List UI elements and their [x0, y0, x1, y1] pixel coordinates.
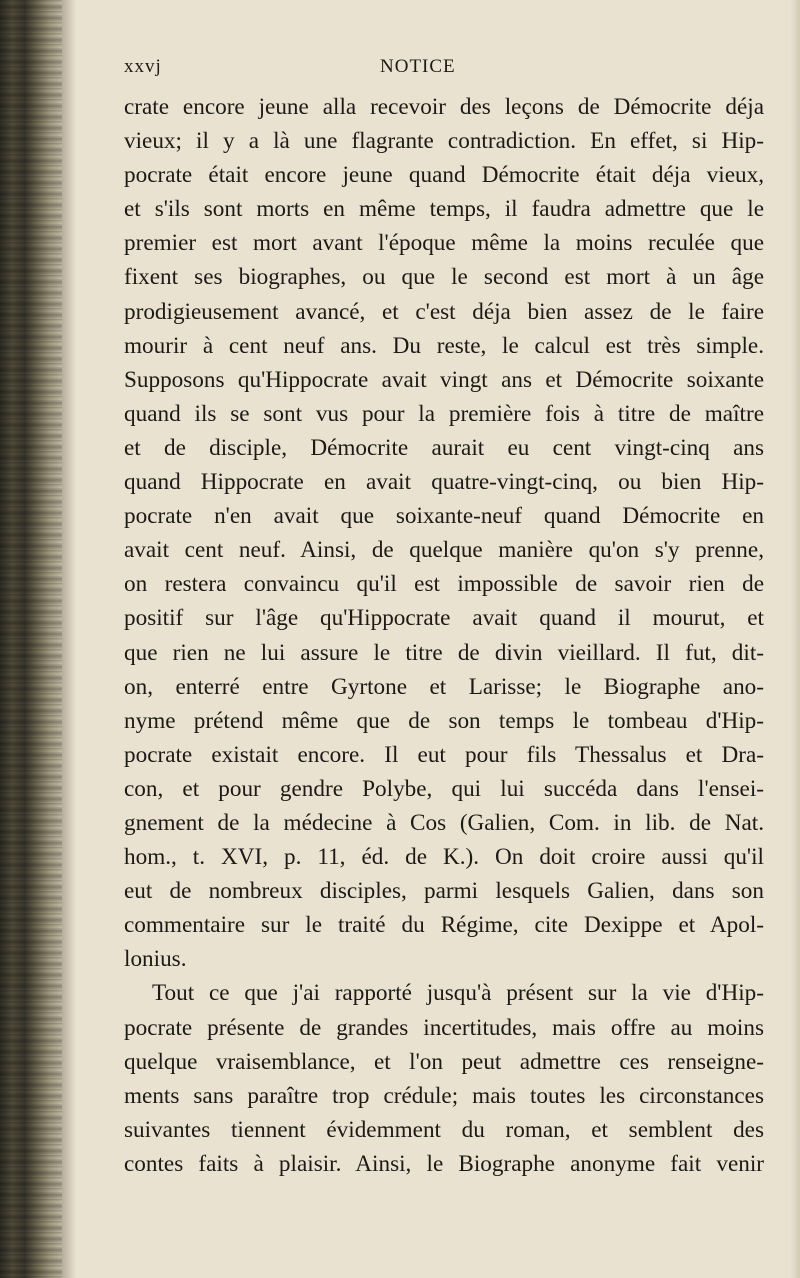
text-line: ments sans paraître trop crédule; mais toutes les circonstances	[124, 1082, 764, 1109]
text-line: nyme prétend même que de son temps le tombeau d'Hip-	[124, 707, 764, 734]
text-line: prodigieusement avancé, et c'est déja bien assez de le faire	[124, 298, 764, 325]
text-line: con, et pour gendre Polybe, qui lui succéda dans l'ensei-	[124, 775, 764, 802]
binding-fade	[62, 0, 76, 1278]
text-line: avait cent neuf. Ainsi, de quelque manière qu'on s'y prenne,	[124, 537, 764, 564]
text-line: contes faits à plaisir. Ainsi, le Biographe anonyme fait venir	[124, 1150, 764, 1177]
text-line: gnement de la médecine à Cos (Galien, Com. in lib. de Nat.	[124, 809, 764, 836]
text-line: on, enterré entre Gyrtone et Larisse; le Biographe ano-	[124, 673, 764, 700]
book-binding-shadow	[0, 0, 62, 1278]
text-line: vieux; il y a là une flagrante contradiction. En effet, si Hip-	[124, 128, 764, 155]
text-line: pocrate n'en avait que soixante-neuf quand Démocrite en	[124, 503, 764, 530]
text-line: Tout ce que j'ai rapporté jusqu'à présent sur la vie d'Hip-	[152, 980, 764, 1007]
text-line: on restera convaincu qu'il est impossible de savoir rien de	[124, 571, 764, 598]
text-line: suivantes tiennent évidemment du roman, et semblent des	[124, 1116, 764, 1143]
text-line: pocrate présente de grandes incertitudes, mais offre au moins	[124, 1014, 764, 1041]
page-number: xxvj	[124, 56, 162, 77]
text-line: Supposons qu'Hippocrate avait vingt ans et Démocrite soixante	[124, 366, 764, 393]
text-line: fixent ses biographes, ou que le second est mort à un âge	[124, 264, 764, 291]
text-line: hom., t. XVI, p. 11, éd. de K.). On doit croire aussi qu'il	[124, 844, 764, 871]
text-line: et s'ils sont morts en même temps, il faudra admettre que le	[124, 196, 764, 223]
text-line: lonius.	[124, 946, 187, 973]
book-page	[124, 56, 796, 1181]
body-text	[124, 90, 796, 1181]
running-title: NOTICE	[380, 56, 456, 77]
text-line: pocrate était encore jeune quand Démocrite était déja vieux,	[124, 162, 764, 189]
text-line: quand Hippocrate en avait quatre-vingt-cinq, ou bien Hip-	[124, 469, 764, 496]
text-line: premier est mort avant l'époque même la moins reculée que	[124, 230, 764, 257]
text-line: mourir à cent neuf ans. Du reste, le calcul est très simple.	[124, 332, 764, 359]
text-line: positif sur l'âge qu'Hippocrate avait quand il mourut, et	[124, 605, 764, 632]
text-line: commentaire sur le traité du Régime, cite Dexippe et Apol-	[124, 912, 764, 939]
text-line: que rien ne lui assure le titre de divin vieillard. Il fut, dit-	[124, 639, 764, 666]
text-line: eut de nombreux disciples, parmi lesquels Galien, dans son	[124, 878, 764, 905]
running-header	[124, 56, 796, 90]
text-line: quand ils se sont vus pour la première fois à titre de maître	[124, 400, 764, 427]
text-line: quelque vraisemblance, et l'on peut admettre ces renseigne-	[124, 1048, 764, 1075]
text-line: et de disciple, Démocrite aurait eu cent vingt-cinq ans	[124, 434, 764, 461]
text-line: pocrate existait encore. Il eut pour fils Thessalus et Dra-	[124, 741, 764, 768]
text-line: crate encore jeune alla recevoir des leçons de Démocrite déja	[124, 94, 764, 120]
